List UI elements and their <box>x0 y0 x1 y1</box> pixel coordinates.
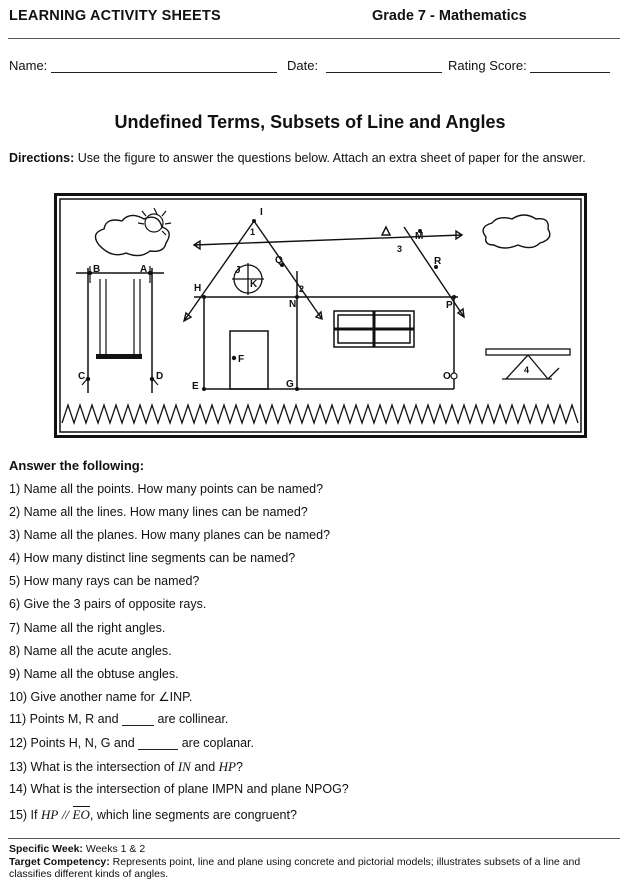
label-G: G <box>286 379 294 390</box>
question-11 <box>9 712 228 726</box>
specific-week-value: Weeks 1 & 2 <box>85 843 146 855</box>
header-divider <box>8 38 620 39</box>
label-D: D <box>156 371 164 382</box>
angle-number-1: 1 <box>250 227 256 237</box>
specific-week-label: Specific Week: <box>9 843 83 855</box>
label-I: I <box>260 207 263 218</box>
footer <box>9 843 620 881</box>
directions-text: Use the figure to answer the questions below. Attach an extra sheet of paper for the answer. <box>77 151 586 165</box>
target-competency-label: Target Competency: <box>9 855 110 868</box>
label-Q: Q <box>275 255 283 266</box>
label-M: M <box>415 231 424 242</box>
swing-drawing <box>76 266 164 393</box>
question-13 <box>9 759 243 775</box>
question-9: 9) Name all the obtuse angles. <box>9 667 179 681</box>
label-E: E <box>192 381 199 392</box>
label-R: R <box>434 256 442 267</box>
question-6: 6) Give the 3 pairs of opposite rays. <box>9 597 207 611</box>
question-12-blank[interactable] <box>138 737 178 750</box>
angle-number-2: 2 <box>299 284 305 294</box>
label-F: F <box>238 354 245 365</box>
label-C: C <box>78 371 86 382</box>
line-HP: HP <box>40 807 59 822</box>
target-competency <box>9 856 620 881</box>
label-O: O <box>443 371 451 382</box>
date-field[interactable] <box>287 58 442 73</box>
rating-line <box>530 59 610 73</box>
question-3: 3) Name all the planes. How many planes can be named? <box>9 528 331 542</box>
target-competency-text: Represents point, line and plane using concrete and pictorial models; illustrates subsets of a line and classifies different kinds of angles. <box>9 855 581 880</box>
specific-week <box>9 843 620 856</box>
question-11-end: are collinear. <box>157 712 229 726</box>
question-12 <box>9 736 254 750</box>
ray-IN: IN <box>177 759 191 774</box>
question-12-end: are coplanar. <box>181 736 255 750</box>
right-cloud <box>483 215 550 248</box>
question-11-start: 11) Points M, R and <box>9 712 119 726</box>
rating-field[interactable] <box>448 58 610 73</box>
question-15-start: 15) If <box>9 808 38 822</box>
ray-HP: HP <box>218 759 237 774</box>
label-P: P <box>446 300 453 311</box>
sheet-header-title: LEARNING ACTIVITY SHEETS <box>9 8 221 24</box>
label-H: H <box>194 283 202 294</box>
question-13-start: 13) What is the intersection of <box>9 760 175 774</box>
name-line <box>51 59 277 73</box>
angle-number-3: 3 <box>397 244 403 254</box>
date-line <box>326 59 442 73</box>
label-B: B <box>93 264 101 275</box>
question-15-end: , which line segments are congruent? <box>89 808 297 822</box>
directions <box>9 150 615 166</box>
label-A: A <box>140 264 148 275</box>
segment-EO: EO <box>72 807 90 822</box>
footer-divider <box>8 838 620 839</box>
geometry-figure <box>54 193 587 438</box>
question-13-and: and <box>194 760 216 774</box>
question-15 <box>9 807 297 823</box>
label-N: N <box>289 299 297 310</box>
grass-zigzag <box>62 405 578 423</box>
label-K: K <box>250 279 258 290</box>
date-label: Date: <box>287 58 319 73</box>
question-1: 1) Name all the points. How many points can be named? <box>9 482 324 496</box>
label-J: J <box>235 265 241 276</box>
question-11-blank[interactable] <box>122 713 154 726</box>
question-10: 10) Give another name for ∠INP. <box>9 690 193 704</box>
angle-number-4: 4 <box>524 365 530 375</box>
name-field[interactable] <box>9 58 277 73</box>
name-label: Name: <box>9 58 48 73</box>
rating-label: Rating Score: <box>448 58 527 73</box>
question-2: 2) Name all the lines. How many lines can be named? <box>9 505 308 519</box>
question-7: 7) Name all the right angles. <box>9 621 166 635</box>
directions-label: Directions: <box>9 151 75 165</box>
parallel-symbol: // <box>61 807 70 822</box>
figure-outer-border <box>56 195 586 437</box>
page-title: Undefined Terms, Subsets of Line and Angles <box>114 112 506 132</box>
grade-subject: Grade 7 - Mathematics <box>372 8 527 24</box>
left-cloud <box>95 215 169 255</box>
house-body <box>204 271 454 389</box>
question-14: 14) What is the intersection of plane IMPN and plane NPOG? <box>9 782 349 796</box>
question-8: 8) Name all the acute angles. <box>9 644 172 658</box>
figure-inner-border <box>60 199 581 432</box>
question-12-start: 12) Points H, N, G and <box>9 736 135 750</box>
question-13-end: ? <box>236 760 243 774</box>
answer-heading: Answer the following: <box>9 458 145 473</box>
question-5: 5) How many rays can be named? <box>9 574 200 588</box>
question-4: 4) How many distinct line segments can be named? <box>9 551 296 565</box>
sun-icon <box>138 208 171 235</box>
